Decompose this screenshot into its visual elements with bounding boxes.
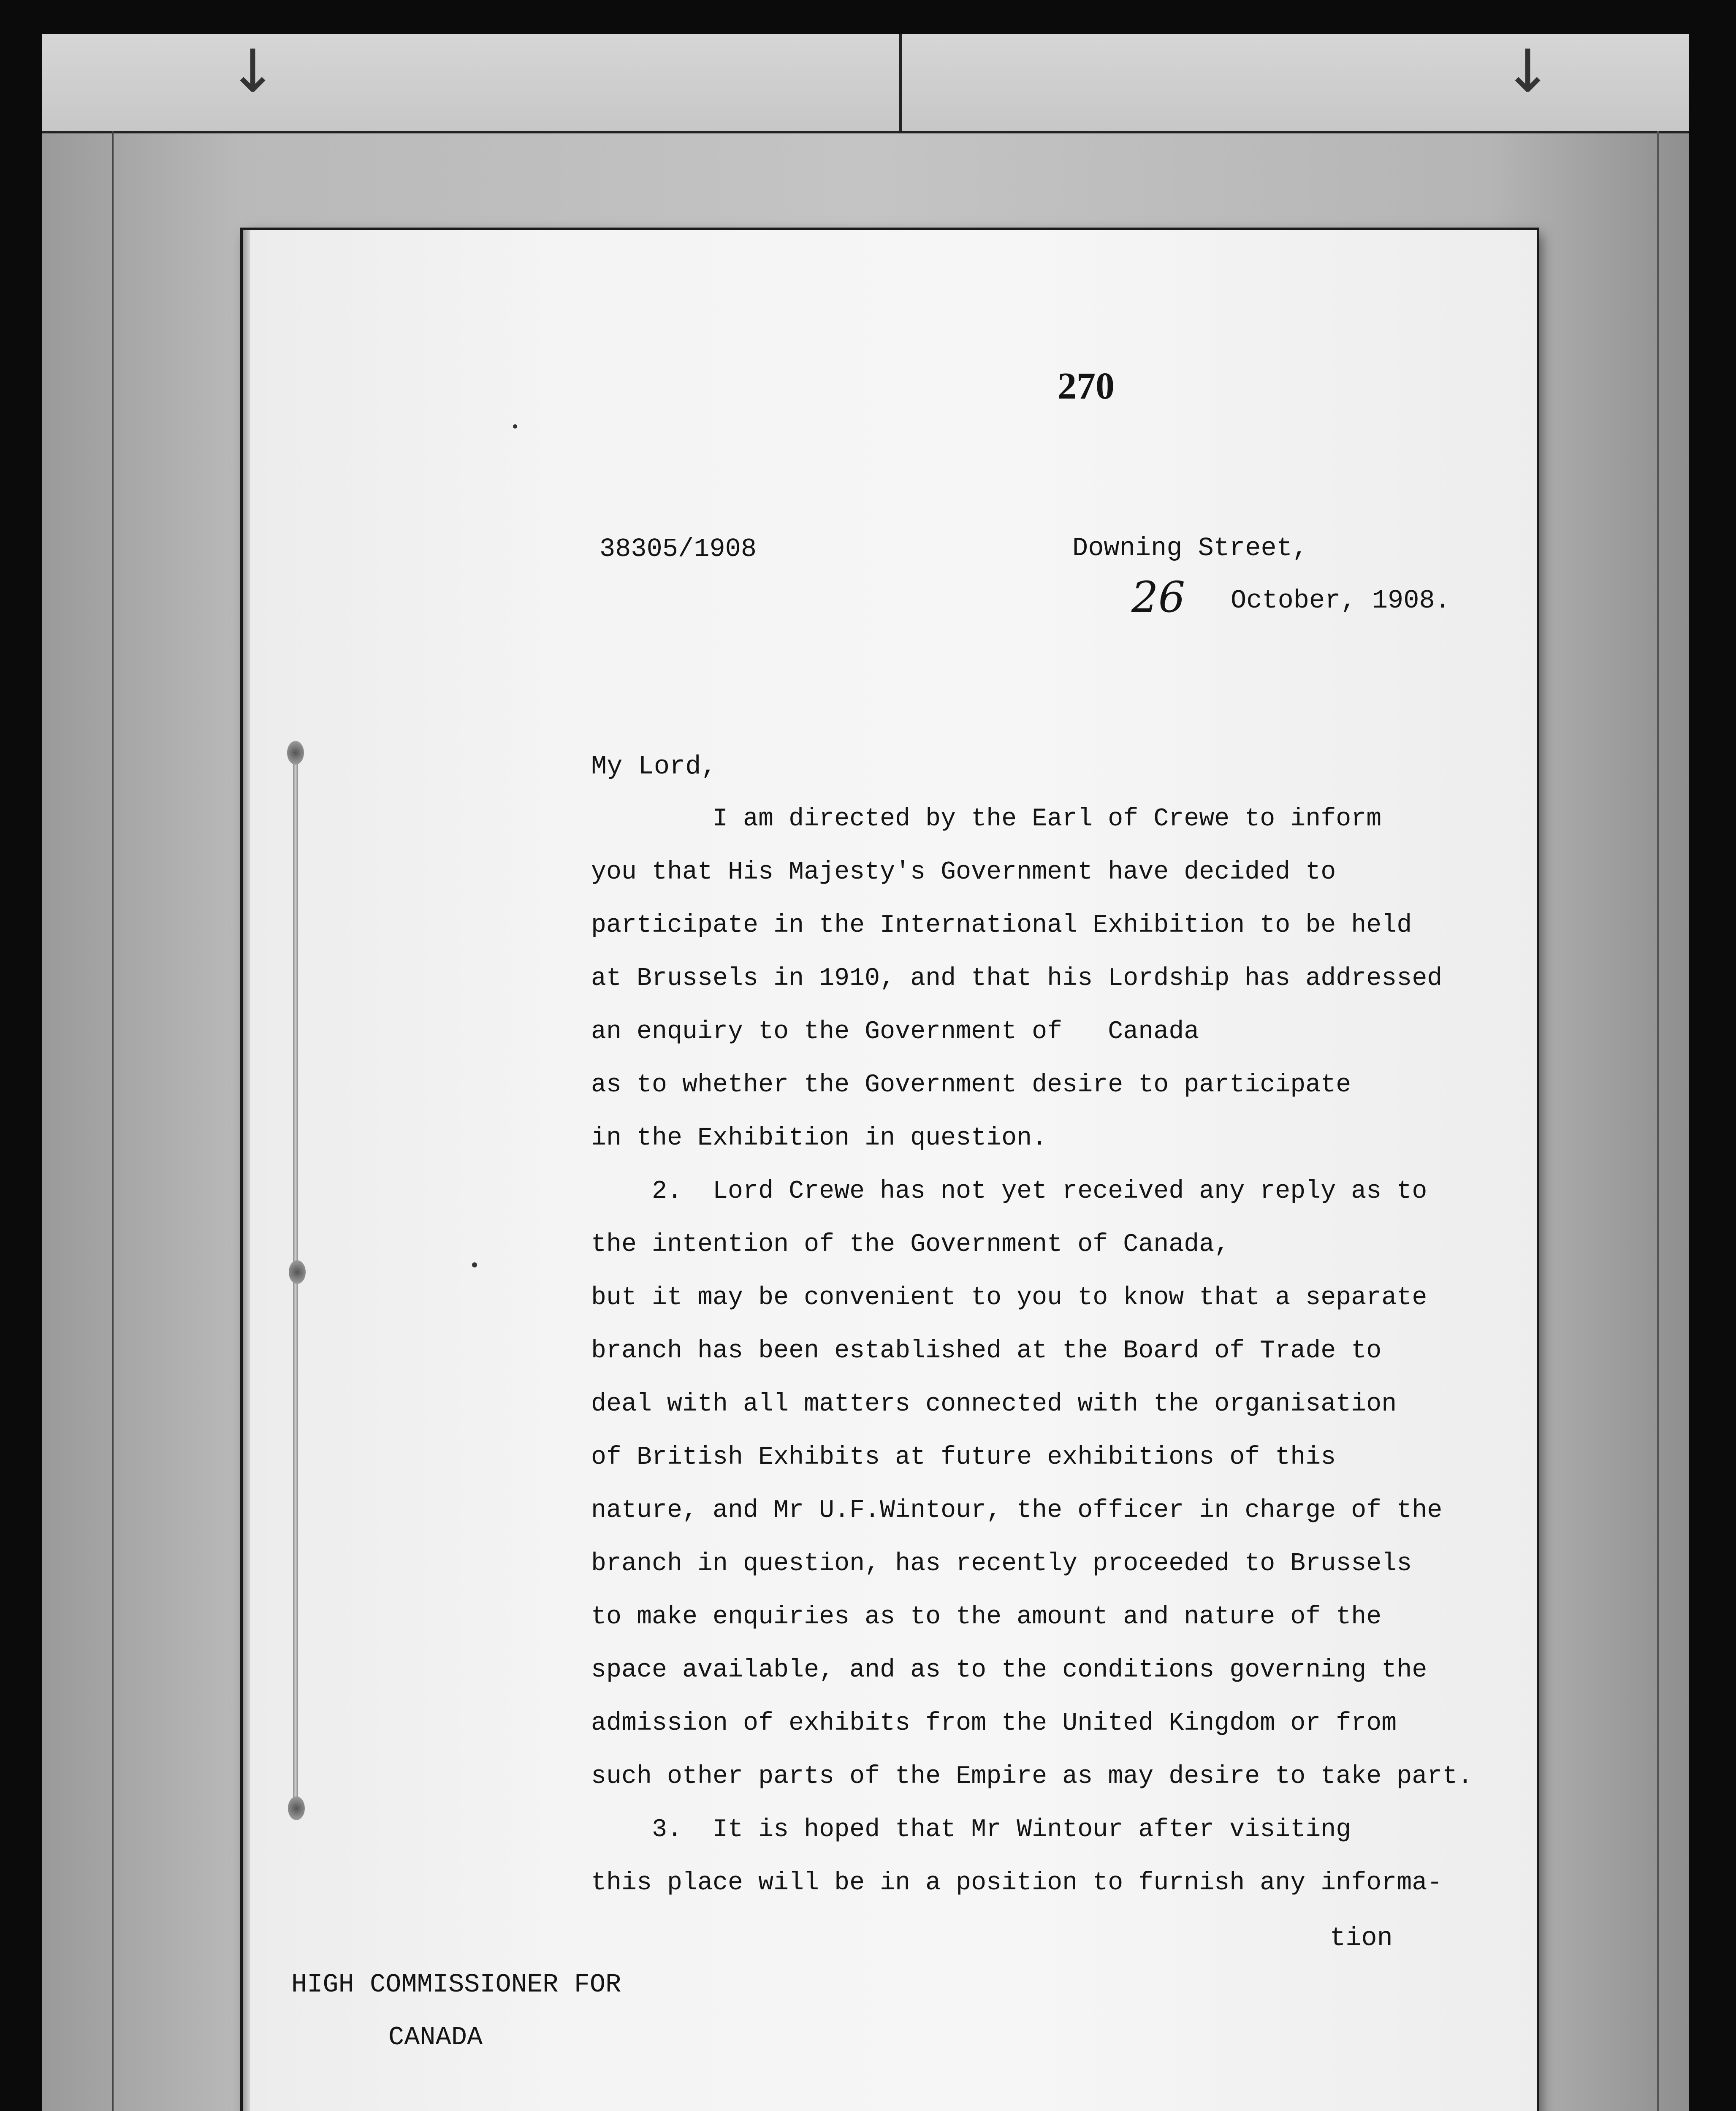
addressee-title: HIGH COMMISSIONER FOR xyxy=(291,1970,621,2000)
salutation: My Lord, xyxy=(591,752,717,781)
body-line: branch has been established at the Board of Trade to xyxy=(591,1337,1382,1365)
body-line: you that His Majesty's Government have decided to xyxy=(591,858,1336,887)
down-arrow-icon: ↓ xyxy=(228,37,278,106)
body-line: nature, and Mr U.F.Wintour, the officer in charge of the xyxy=(591,1496,1443,1525)
frame-divider xyxy=(899,34,902,131)
frame-rule-left xyxy=(112,131,114,2111)
page-edge-shadow xyxy=(243,230,250,2111)
sender-address: Downing Street, xyxy=(1072,533,1308,563)
body-line: at Brussels in 1910, and that his Lordship has addressed xyxy=(591,964,1443,993)
body-line: space available, and as to the conditions governing the xyxy=(591,1656,1427,1685)
date-day-handwritten: 26 xyxy=(1131,573,1185,622)
body-line: as to whether the Government desire to participate xyxy=(591,1071,1351,1099)
body-line: to make enquiries as to the amount and nature of the xyxy=(591,1603,1382,1631)
body-line: the intention of the Government of Canada, xyxy=(591,1230,1230,1259)
body-line: deal with all matters connected with the organisation xyxy=(591,1390,1397,1419)
file-reference: 38305/1908 xyxy=(599,534,757,564)
body-line: branch in question, has recently proceeded to Brussels xyxy=(591,1549,1412,1578)
body-line: in the Exhibition in question. xyxy=(591,1124,1047,1153)
body-line: such other parts of the Empire as may desire to take part. xyxy=(591,1762,1473,1791)
top-frame-strip xyxy=(42,34,1689,133)
body-line: this place will be in a position to furnish any informa- xyxy=(591,1869,1443,1897)
addressee-country: CANADA xyxy=(388,2022,483,2052)
cord-knot-bottom xyxy=(288,1796,305,1820)
body-line: I am directed by the Earl of Crewe to inform xyxy=(591,805,1382,833)
continuation-word: tion xyxy=(1330,1923,1393,1953)
body-line: admission of exhibits from the United Kingdom or from xyxy=(591,1709,1397,1738)
cord-knot-top xyxy=(287,741,304,765)
cord-knot-middle xyxy=(289,1260,306,1284)
letter-date: October, 1908. xyxy=(1231,586,1451,616)
body-line: participate in the International Exhibition to be held xyxy=(591,911,1412,940)
body-line: 2. Lord Crewe has not yet received any reply as to xyxy=(591,1177,1427,1206)
body-line: 3. It is hoped that Mr Wintour after visiting xyxy=(591,1815,1351,1844)
body-line: of British Exhibits at future exhibitions of this xyxy=(591,1443,1336,1472)
ink-speck xyxy=(472,1262,477,1267)
body-line: an enquiry to the Government of Canada xyxy=(591,1018,1199,1046)
page-number: 270 xyxy=(1058,365,1115,407)
ink-speck xyxy=(513,424,517,429)
frame-rule-right xyxy=(1657,131,1659,2111)
body-line: but it may be convenient to you to know that a separate xyxy=(591,1283,1427,1312)
down-arrow-icon: ↓ xyxy=(1503,37,1553,106)
